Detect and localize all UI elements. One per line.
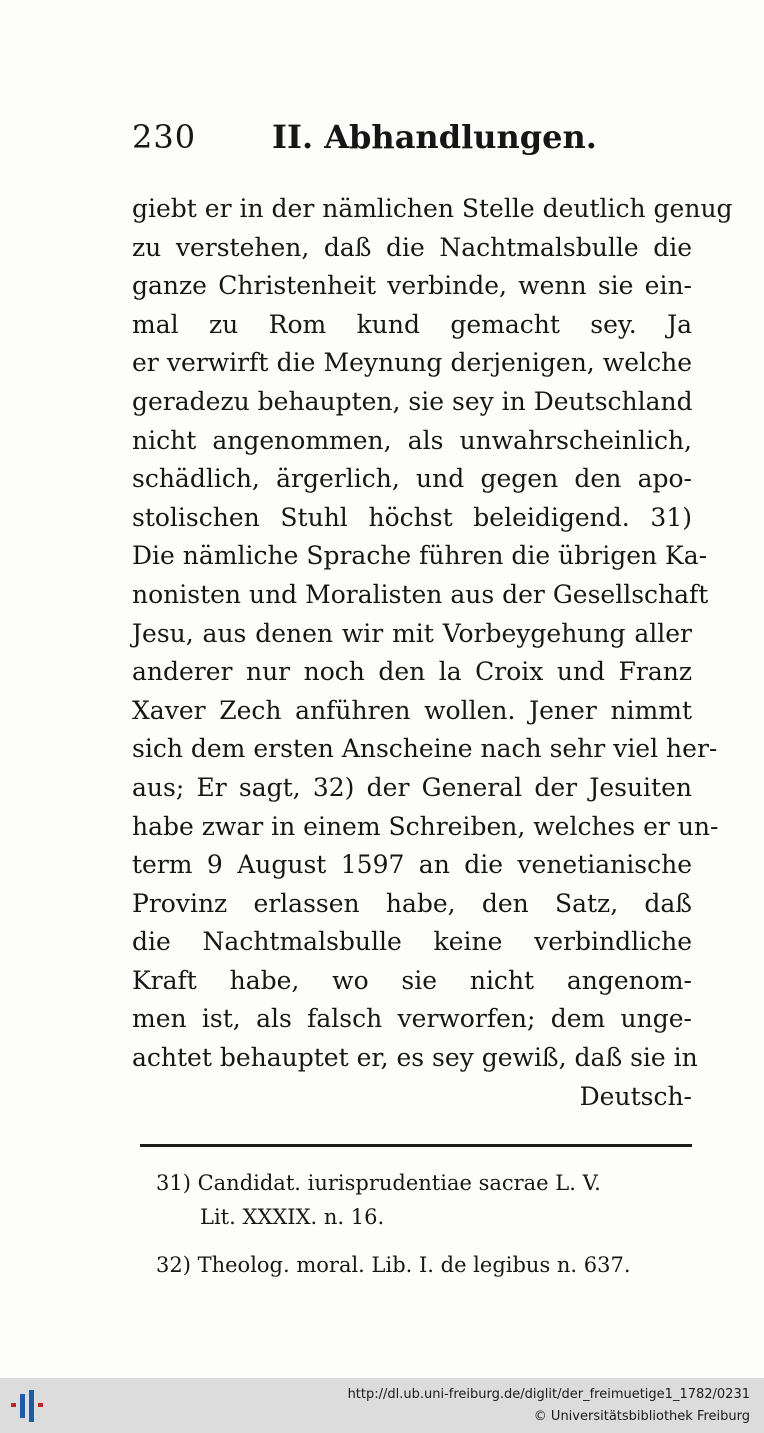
- text-line: habe zwar in einem Schreiben, welches er un-: [132, 811, 719, 841]
- text-line: ganze Christenheit verbinde, wenn sie ein-: [132, 271, 692, 301]
- text-line: Provinz erlassen habe, den Satz, daß: [132, 888, 692, 918]
- text-line: Die nämliche Sprache führen die übrigen Ka-: [132, 541, 708, 571]
- text-line: Jesu, aus denen wir mit Vorbeygehung aller: [132, 618, 692, 648]
- copyright-text: © Universitätsbibliothek Freiburg: [533, 1409, 750, 1424]
- text-line: mal zu Rom kund gemacht sey. Ja: [132, 309, 692, 339]
- text-line: men ist, als falsch verworfen; dem unge-: [132, 1004, 692, 1034]
- text-line: achtet behauptet er, es sey gewiß, daß sie in: [132, 1043, 698, 1073]
- text-line: zu verstehen, daß die Nachtmalsbulle die: [132, 232, 692, 262]
- text-line: nicht angenommen, als unwahrscheinlich,: [132, 425, 692, 455]
- text-line: sich dem ersten Anscheine nach sehr viel her-: [132, 734, 718, 764]
- text-line: die Nachtmalsbulle keine verbindliche: [132, 927, 692, 957]
- footnote-32: 32) Theolog. moral. Lib. I. de legibus n. 637.: [156, 1253, 631, 1277]
- text-line: Xaver Zech anführen wollen. Jener nimmt: [132, 695, 692, 725]
- footnote-divider: [140, 1144, 692, 1147]
- permalink-link[interactable]: http://dl.ub.uni-freiburg.de/diglit/der_freimuetige1_1782/0231: [347, 1387, 750, 1402]
- footnote-31-continued: Lit. XXXIX. n. 16.: [200, 1205, 385, 1229]
- text-line: giebt er in der nämlichen Stelle deutlich genug: [132, 194, 733, 223]
- running-head: II. Abhandlungen.: [272, 118, 597, 156]
- text-line: geradezu behaupten, sie sey in Deutschland: [132, 386, 693, 416]
- text-line: anderer nur noch den la Croix und Franz: [132, 657, 692, 687]
- footnotes: [156, 1166, 686, 1282]
- body-text: [132, 190, 733, 1116]
- text-line: Kraft habe, wo sie nicht angenom-: [132, 965, 692, 995]
- text-line: schädlich, ärgerlich, und gegen den apo-: [132, 464, 692, 494]
- text-line: stolischen Stuhl höchst beleidigend. 31): [132, 502, 692, 532]
- text-line: aus; Er sagt, 32) der General der Jesuiten: [132, 772, 692, 802]
- page-number: 230: [132, 118, 197, 156]
- footnote-31: 31) Candidat. iurisprudentiae sacrae L. V.: [156, 1171, 601, 1195]
- text-line: term 9 August 1597 an die venetianische: [132, 850, 692, 880]
- library-footer: [0, 1378, 764, 1433]
- page-header: [132, 118, 692, 162]
- text-line: nonisten und Moralisten aus der Gesellschaft: [132, 579, 709, 609]
- library-logo-icon: [8, 1386, 48, 1426]
- text-line: er verwirft die Meynung derjenigen, welche: [132, 348, 692, 378]
- catchword: Deutsch-: [579, 1081, 692, 1111]
